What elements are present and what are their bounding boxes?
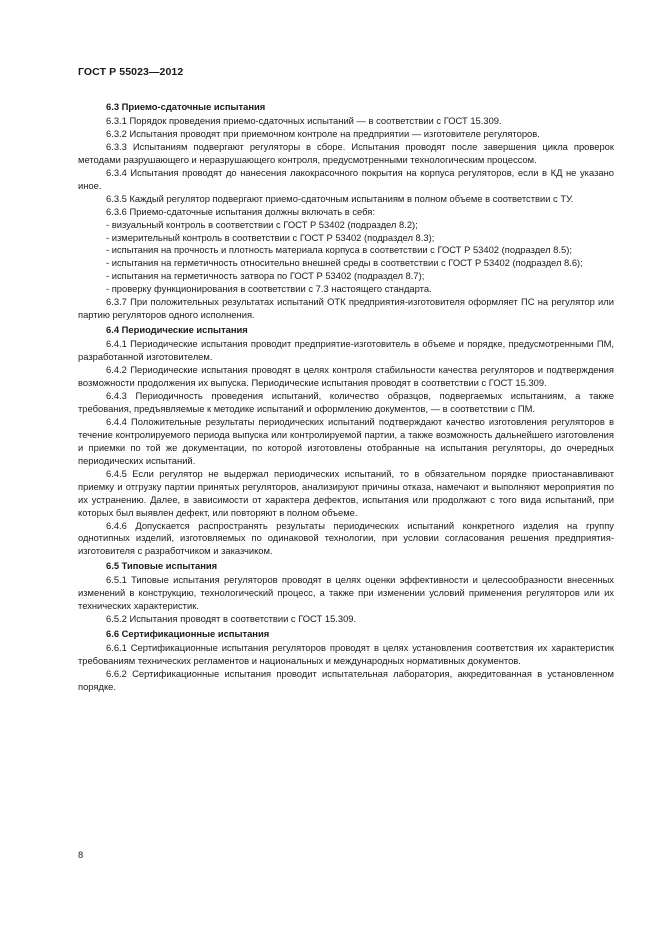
document-body [78,99,614,694]
paragraph: 6.3.5 Каждый регулятор подвергают приемо-сдаточным испытаниям в полном объеме в соответствии с ТУ. [106,192,574,204]
paragraph: 6.4.2 Периодические испытания проводят в целях контроля стабильности качества регуляторов и подтверждения возможности продолжения их выпуска. Периодические испытания проводят в соответствии с ГОСТ 15.309. [78,364,614,389]
paragraph: 6.6.1 Сертификационные испытания регуляторов проводят в целях установления соответствия их характеристик требованиям технических регламентов и национальных и международных нормативных документов. [78,642,614,667]
section-heading: 6.6 Сертификационные испытания [106,628,270,640]
page-number: 8 [78,849,84,860]
paragraph: 6.3.4 Испытания проводят до нанесения лакокрасочного покрытия на корпуса регуляторов, если в КД не указано иное. [78,166,614,191]
list-item: - испытания на прочность и плотность материала корпуса в соответствии с ГОСТ Р 53402 (подраздел 8.5); [106,244,572,256]
section-heading: 6.4 Периодические испытания [106,324,248,336]
paragraph: 6.3.1 Порядок проведения приемо-сдаточных испытаний — в соответствии с ГОСТ 15.309. [106,114,502,126]
paragraph: 6.5.2 Испытания проводят в соответствии с ГОСТ 15.309. [106,613,357,625]
list-item: - испытания на герметичность относительно внешней среды в соответствии с ГОСТ Р 53402 (подраздел 8.6); [106,257,583,269]
paragraph: 6.3.2 Испытания проводят при приемочном контроле на предприятии — изготовителе регуляторов. [106,127,540,139]
list-item: - измерительный контроль в соответствии с ГОСТ Р 53402 (подраздел 8.3); [106,231,435,243]
paragraph: 6.4.1 Периодические испытания проводит предприятие-изготовитель в объеме и порядке, предусмотренными ПМ, разработанной изготовителем. [78,338,614,363]
list-item: - проверку функционирования в соответствии с 7.3 настоящего стандарта. [106,283,432,295]
paragraph: 6.4.4 Положительные результаты периодических испытаний подтверждают качество изготовления регуляторов в течение контролируемого периода выпуска или контролируемой партии, а также возможность дальнейшего изготовления и приемки по той же документации, по которой изготовлены отобранные на испытания регуляторы, до очередных периодических испытаний. [78,415,614,466]
section-heading: 6.5 Типовые испытания [106,560,218,572]
paragraph: 6.4.3 Периодичность проведения испытаний, количество образцов, подвергаемых испытаниям, а также требования, предъявляемые к методике испытаний и оформлению документов, — в соответствии с ПМ. [78,389,614,414]
paragraph: 6.6.2 Сертификационные испытания проводит испытательная лаборатория, аккредитованная в установленном порядке. [78,667,614,692]
list-item: - визуальный контроль в соответствии с ГОСТ Р 53402 (подраздел 8.2); [106,218,418,230]
paragraph: 6.3.3 Испытаниям подвергают регуляторы в сборе. Испытания проводят после завершения цикла проверок методами разрушающего и неразрушающего контроля, предусмотренными технологическим процессом. [78,140,614,165]
paragraph: 6.5.1 Типовые испытания регуляторов проводят в целях оценки эффективности и целесообразности внесенных изменений в конструкцию, технологический процесс, а также при изменении условий применения регуляторов или их технических характеристик. [78,574,614,612]
section-heading: 6.3 Приемо-сдаточные испытания [106,101,266,112]
list-item: - испытания на герметичность затвора по ГОСТ Р 53402 (подраздел 8.7); [106,270,425,282]
paragraph: 6.3.7 При положительных результатах испытаний ОТК предприятия-изготовителя оформляет ПС на регулятор или партию регуляторов одного исполнения. [78,296,614,321]
paragraph: 6.4.6 Допускается распространять результаты периодических испытаний конкретного изделия на группу однотипных изделий, изготовляемых по одинаковой технологии, при условии согласования решения предприятия-изготовителя с разработчиком и заказчиком. [78,519,614,557]
paragraph: 6.3.6 Приемо-сдаточные испытания должны включать в себя: [106,205,375,217]
paragraph: 6.4.5 Если регулятор не выдержал периодических испытаний, то в обязательном порядке приостанавливают приемку и отгрузку партии принятых регуляторов, анализируют причины отказа, намечают и выполняют мероприятия по их устранению. Далее, в зависимости от характера дефектов, испытания или продолжают с того вида испытаний, при которых был выявлен дефект, или повторяют в полном объеме. [78,467,614,518]
document-header: ГОСТ Р 55023—2012 [78,66,184,78]
